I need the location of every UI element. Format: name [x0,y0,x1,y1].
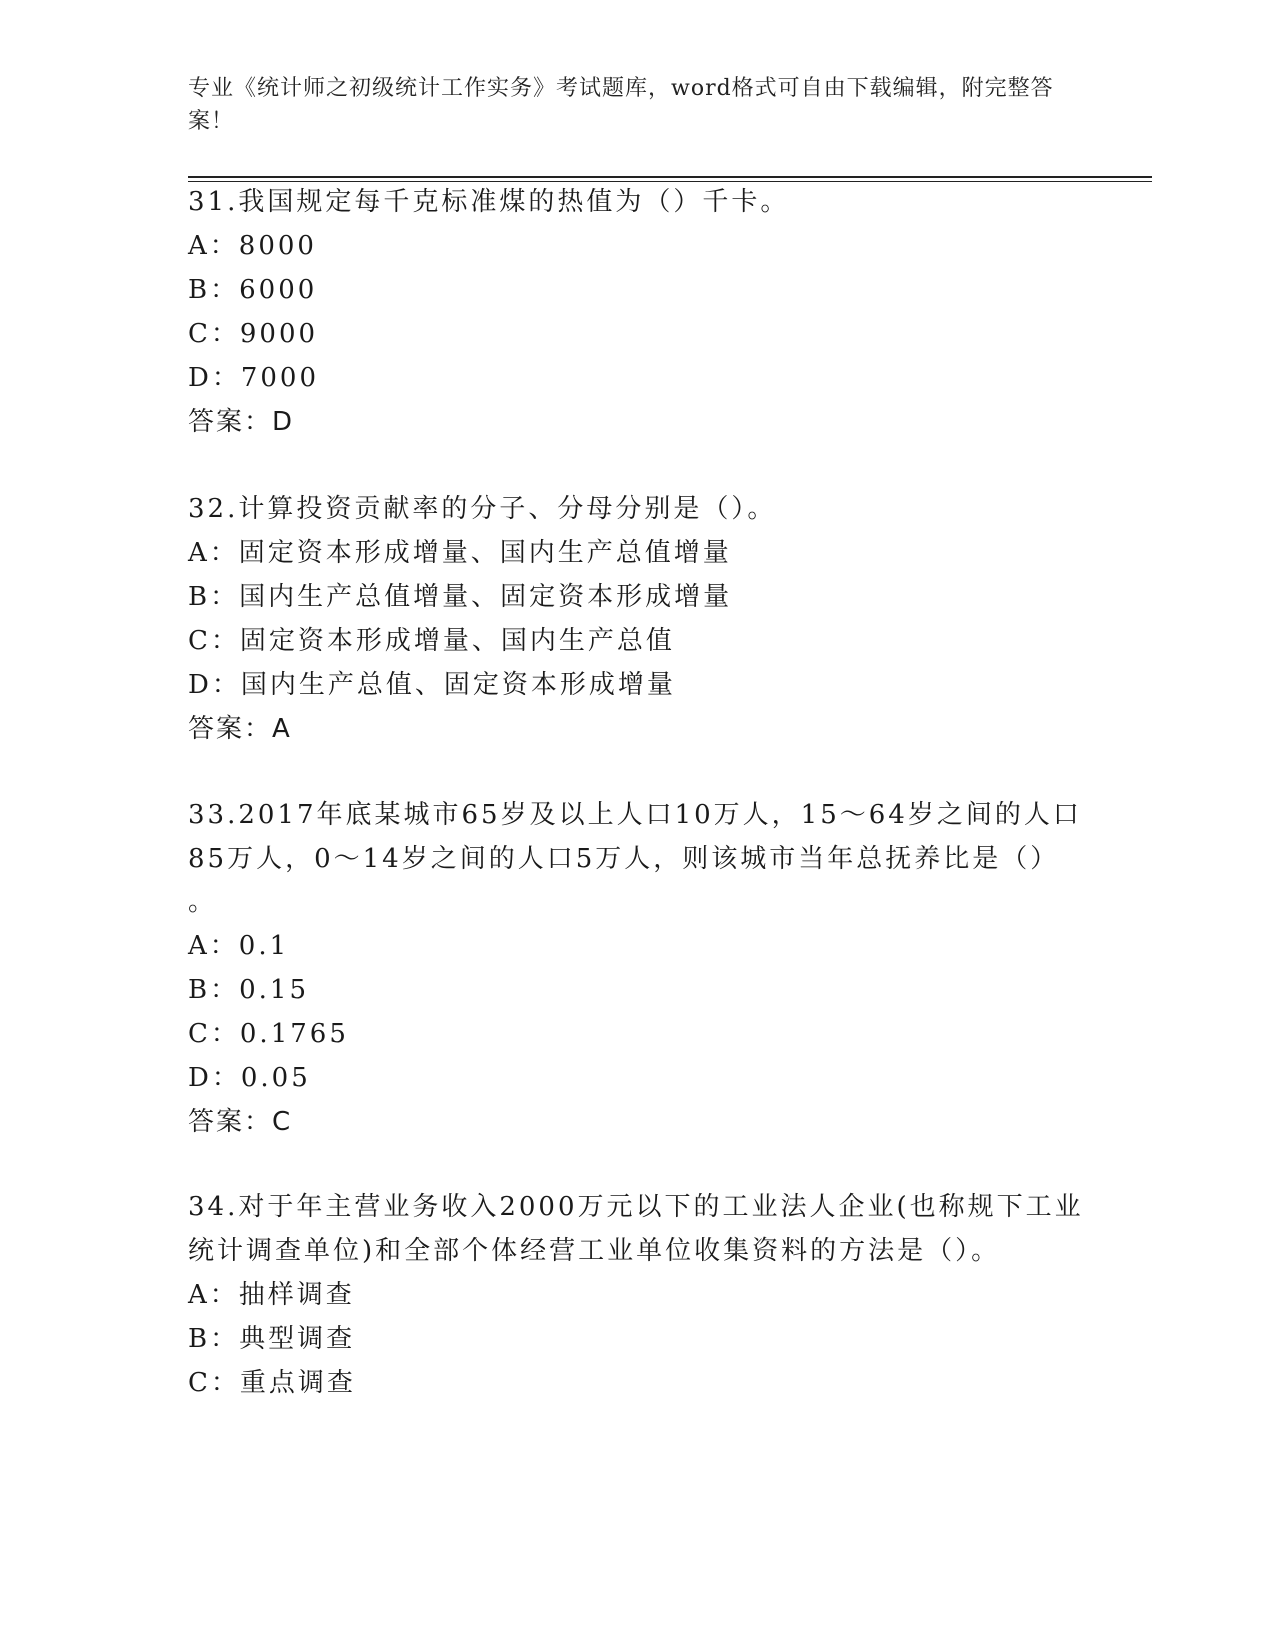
question-34-stem-line-1: 34.对于年主营业务收入2000万元以下的工业法人企业(也称规下工业 [188,1192,1084,1222]
header-divider-thin [188,181,1152,182]
question-32-option-d: D：国内生产总值、固定资本形成增量 [188,670,676,700]
header-divider-thick [188,176,1152,178]
question-33-stem-line-2: 85万人，0～14岁之间的人口5万人，则该城市当年总抚养比是（） [188,844,1060,874]
question-33-stem-line-3: 。 [188,887,218,917]
question-32-answer: 答案：A [188,714,292,744]
question-31-option-a: A：8000 [188,231,317,261]
question-33-answer: 答案：C [188,1107,293,1137]
question-33-option-c: C：0.1765 [188,1019,349,1049]
question-34-stem-line-2: 统计调查单位)和全部个体经营工业单位收集资料的方法是（）。 [188,1236,1001,1266]
question-34-option-a: A：抽样调查 [188,1280,355,1310]
question-31-answer: 答案：D [188,407,295,437]
question-31-option-c: C：9000 [188,319,319,349]
question-33-option-a: A：0.1 [188,931,290,961]
question-33-option-d: D：0.05 [188,1063,311,1093]
question-31-stem: 31.我国规定每千克标准煤的热值为（）千卡。 [188,187,790,217]
question-34-option-c: C：重点调查 [188,1368,356,1398]
question-32-option-c: C：固定资本形成增量、国内生产总值 [188,626,675,656]
question-31-option-b: B：6000 [188,275,318,305]
question-33-stem-line-1: 33.2017年底某城市65岁及以上人口10万人，15～64岁之间的人口 [188,800,1082,830]
question-34-option-b: B：典型调查 [188,1324,356,1354]
question-33-option-b: B：0.15 [188,975,309,1005]
question-31-option-d: D：7000 [188,363,320,393]
question-32-option-a: A：固定资本形成增量、国内生产总值增量 [188,538,732,568]
document-intro: 专业《统计师之初级统计工作实务》考试题库，word格式可自由下载编辑，附完整答案！ [188,76,1054,134]
question-32-option-b: B：国内生产总值增量、固定资本形成增量 [188,582,733,612]
question-32-stem: 32.计算投资贡献率的分子、分母分别是（）。 [188,494,777,524]
